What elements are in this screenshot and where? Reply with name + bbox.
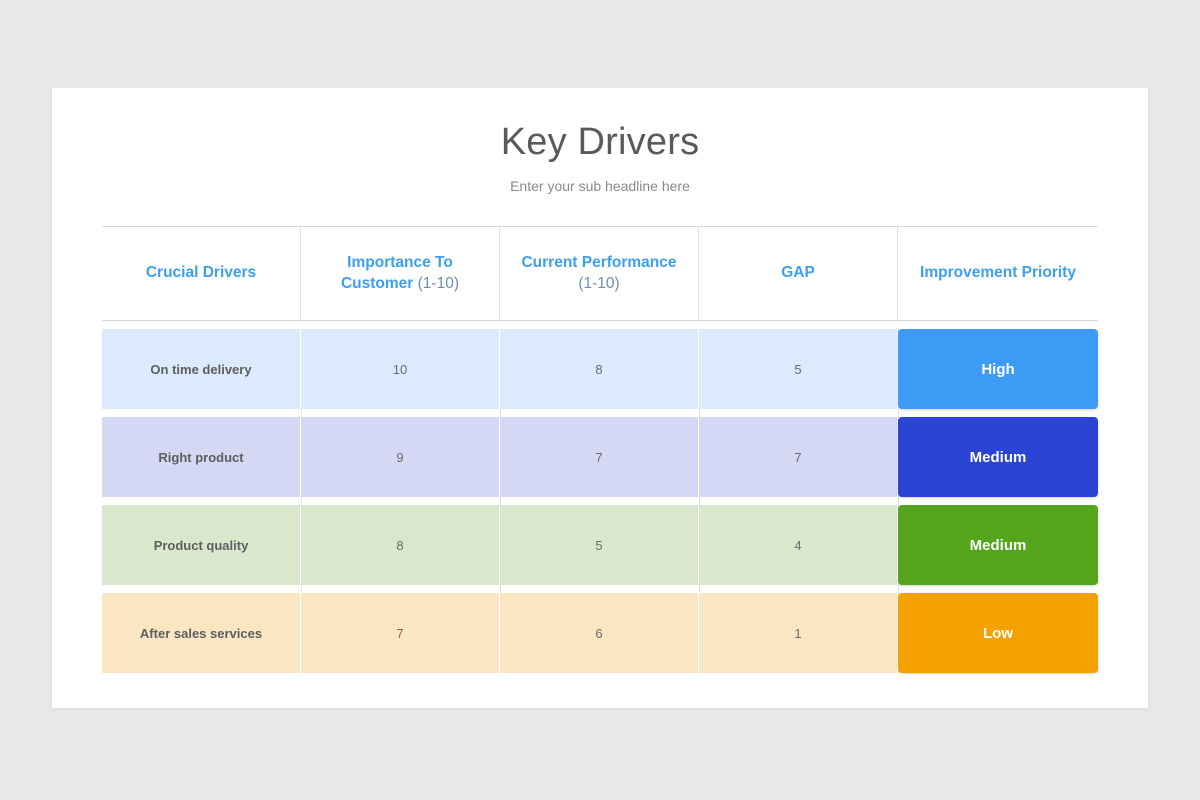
page-subtitle: Enter your sub headline here [510, 178, 690, 194]
cell-performance: 6 [500, 593, 699, 673]
cell-gap: 4 [699, 505, 898, 585]
cell-performance: 8 [500, 329, 699, 409]
column-header-crucial-drivers [102, 227, 301, 320]
cell-importance: 10 [301, 329, 500, 409]
cell-performance: 5 [500, 505, 699, 585]
cell-driver: Product quality [102, 505, 301, 585]
cell-gap: 1 [699, 593, 898, 673]
cell-importance: 8 [301, 505, 500, 585]
status-badge: Low [898, 593, 1098, 673]
cell-gap: 5 [699, 329, 898, 409]
column-header-current-performance [500, 227, 699, 320]
column-header-improvement-priority [898, 227, 1098, 320]
table-row [102, 505, 1098, 585]
cell-driver: On time delivery [102, 329, 301, 409]
column-header-label: GAP [781, 264, 815, 282]
key-drivers-table [102, 226, 1098, 673]
table-body [102, 329, 1098, 673]
cell-importance: 7 [301, 593, 500, 673]
column-header-gap [699, 227, 898, 320]
table-row [102, 593, 1098, 673]
status-badge: Medium [898, 417, 1098, 497]
column-header-sublabel: (1-10) [578, 274, 620, 292]
cell-driver: Right product [102, 417, 301, 497]
cell-performance: 7 [500, 417, 699, 497]
status-badge: High [898, 329, 1098, 409]
column-header-sublabel: (1-10) [417, 274, 459, 292]
table-row [102, 329, 1098, 409]
cell-driver: After sales services [102, 593, 301, 673]
column-header-importance-to-customer [301, 227, 500, 320]
column-header-label: Importance To Customer [340, 253, 453, 292]
table-header-row [102, 226, 1098, 321]
page-title: Key Drivers [500, 121, 700, 163]
cell-importance: 9 [301, 417, 500, 497]
column-header-label: Current Performance [521, 253, 677, 271]
status-badge: Medium [898, 505, 1098, 585]
table-row [102, 417, 1098, 497]
slide-canvas [52, 88, 1148, 708]
cell-gap: 7 [699, 417, 898, 497]
column-header-label: Improvement Priority [920, 264, 1076, 282]
column-header-label: Crucial Drivers [145, 264, 257, 282]
